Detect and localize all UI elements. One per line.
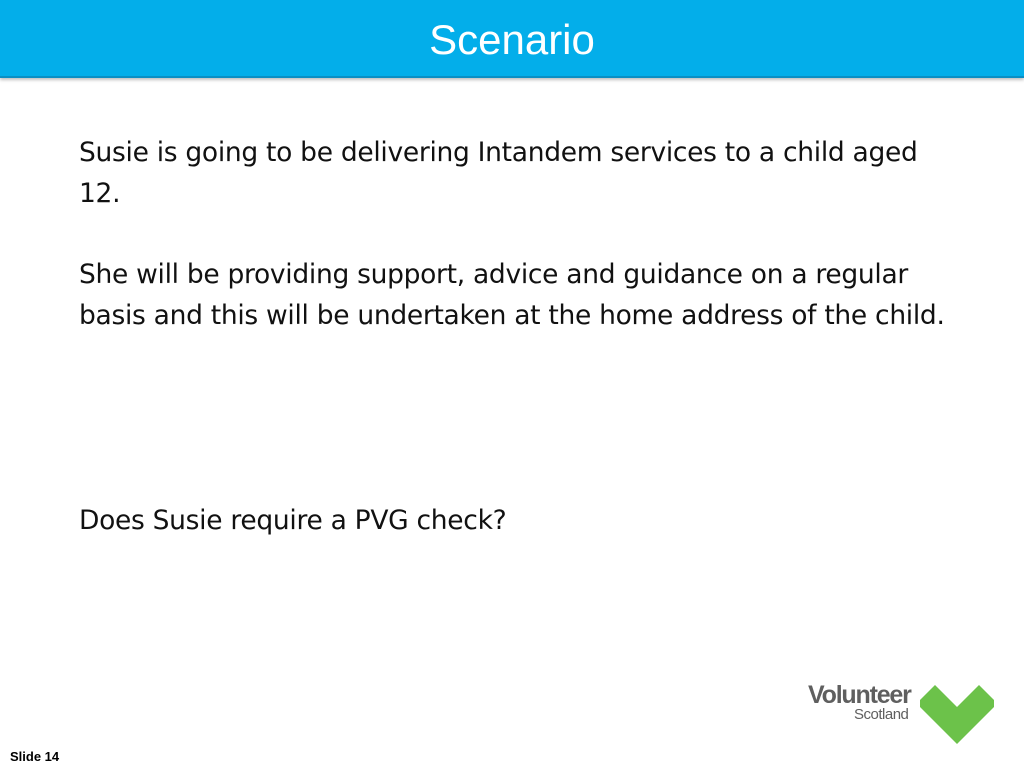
- heart-icon: [916, 680, 998, 746]
- title-bar: [0, 0, 1024, 78]
- volunteer-scotland-logo: [808, 678, 1000, 748]
- slide-number: Slide 14: [10, 749, 60, 764]
- slide-title: Scenario: [429, 16, 595, 63]
- logo-word-volunteer: Volunteer: [808, 681, 911, 709]
- paragraph-question: Does Susie require a PVG check?: [79, 505, 507, 536]
- paragraph-intro: Susie is going to be delivering Intandem services to a child aged 12.: [79, 137, 918, 209]
- paragraph-details: She will be providing support, advice and guidance on a regular basis and this will be undertaken at the home address of the child.: [79, 259, 945, 331]
- logo-word-scotland: Scotland: [854, 706, 909, 723]
